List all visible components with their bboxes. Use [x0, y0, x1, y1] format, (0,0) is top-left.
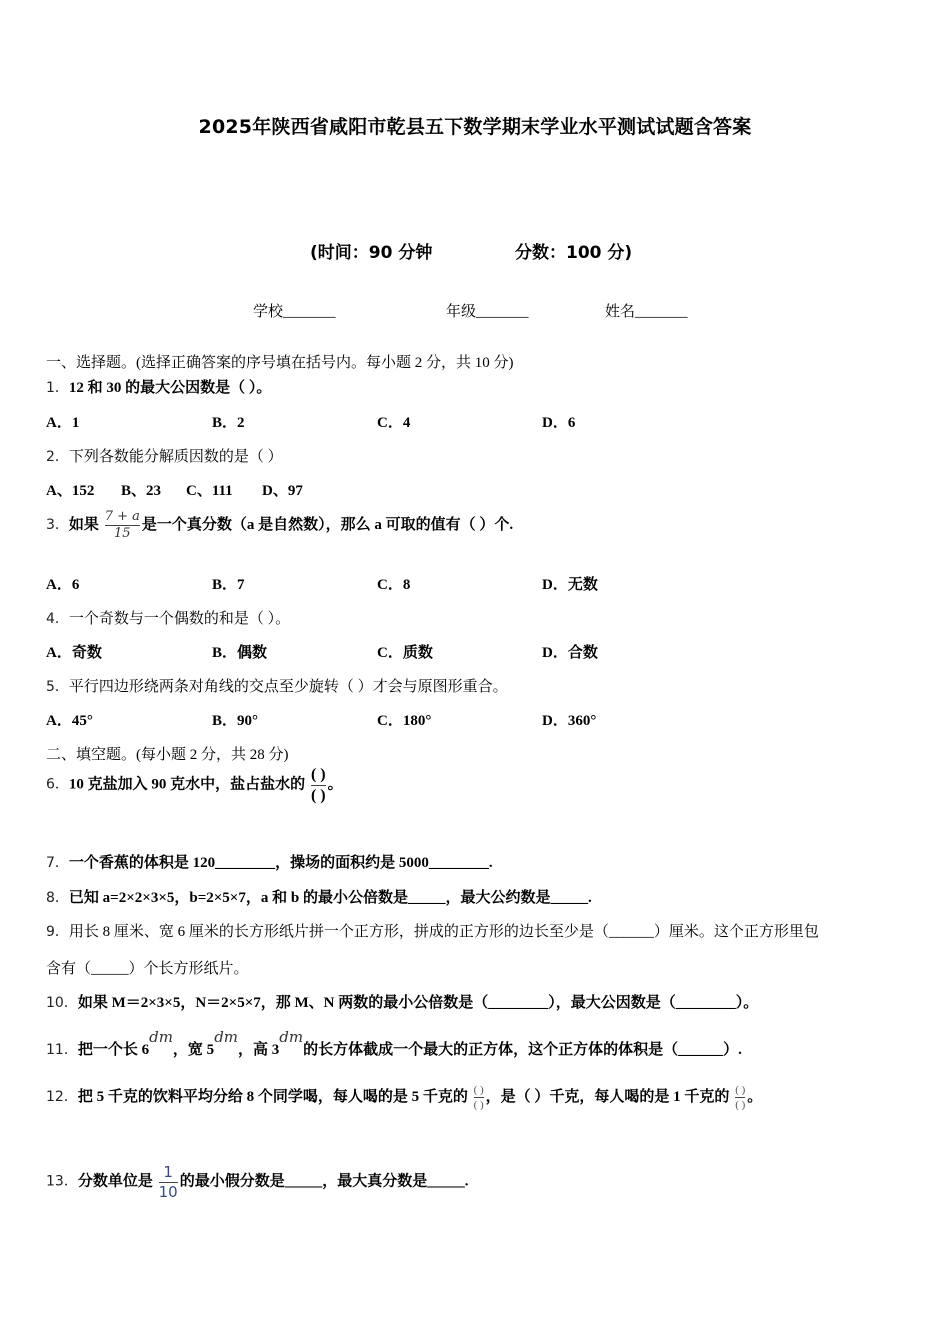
question-end: 。 [327, 776, 343, 793]
question-text: 平行四边形绕两条对角线的交点至少旋转（ ）才会与原图形重合。 [68, 679, 508, 695]
option-b[interactable]: B．90° [212, 713, 259, 729]
question-2 [46, 445, 283, 466]
question-text-1: 分数单位是 [77, 1173, 153, 1190]
question-text-2: ，宽 5 [172, 1042, 215, 1058]
fraction-numerator: ( ) [735, 1084, 746, 1096]
option-a[interactable]: A．奇数 [46, 645, 102, 661]
option-a[interactable]: A．45° [46, 713, 93, 729]
question-10 [46, 991, 758, 1012]
fraction-denominator: ( ) [310, 786, 326, 804]
question-text: 如果 M＝2×3×5，N＝2×5×7，那 M、N 两数的最小公倍数是（________），最大公因数是（________）。 [77, 995, 759, 1011]
option-b[interactable]: B．2 [212, 415, 245, 431]
question-11 [46, 1028, 742, 1059]
question-text: 用长 8 厘米、宽 6 厘米的长方形纸片拼一个正方形，拼成的正方形的边长至少是（______）厘米。这个正方形里包 [68, 924, 819, 940]
question-text: 12 和 30 的最大公因数是（ ）。 [68, 380, 272, 396]
option-c[interactable]: C、111 [186, 483, 233, 499]
option-c[interactable]: C．4 [377, 415, 411, 431]
school-field[interactable]: 学校_______ [253, 304, 336, 320]
fraction-denominator: ( ) [473, 1099, 484, 1112]
question-text-4: 的长方体截成一个最大的正方体，这个正方体的体积是（______）. [303, 1042, 742, 1058]
option-c[interactable]: C．质数 [377, 645, 433, 661]
fraction [105, 510, 140, 542]
question-4 [46, 607, 290, 628]
unit-dm: dm [214, 1028, 239, 1046]
fraction-numerator: ( ) [310, 766, 326, 783]
fraction-denominator: 15 [114, 526, 131, 542]
question-text-1: 把一个长 6 [77, 1042, 150, 1058]
option-c[interactable]: C．180° [377, 713, 432, 729]
question-7 [46, 851, 493, 872]
question-text-pre: 如果 [68, 517, 99, 534]
question-number: 12． [46, 1089, 78, 1106]
question-number: 6． [46, 776, 69, 793]
option-b[interactable]: B、23 [121, 483, 162, 499]
option-a[interactable]: A、152 [46, 483, 95, 499]
question-9 [46, 920, 819, 941]
option-a[interactable]: A．1 [46, 415, 80, 431]
question-number: 5． [46, 679, 69, 695]
fraction [474, 1084, 484, 1111]
question-text: 已知 a=2×2×3×5，b=2×5×7，a 和 b 的最小公倍数是_____，最大公约数是_____. [68, 890, 592, 906]
option-b[interactable]: B．偶数 [212, 645, 268, 661]
fraction-numerator: ( ) [473, 1084, 484, 1096]
question-text-2: 的最小假分数是_____，最大真分数是_____. [179, 1173, 469, 1190]
question-number: 1． [46, 380, 69, 396]
question-13 [46, 1164, 468, 1200]
option-d[interactable]: D．合数 [542, 645, 598, 661]
grade-field[interactable]: 年级_______ [446, 304, 529, 320]
question-text: 一个奇数与一个偶数的和是（ ）。 [68, 611, 291, 627]
question-end: 。 [747, 1089, 763, 1106]
option-d[interactable]: D．360° [542, 713, 597, 729]
question-text: 10 克盐加入 90 克水中，盐占盐水的 [68, 776, 306, 793]
option-a[interactable]: A．6 [46, 577, 80, 593]
fraction-numerator: 7 + a [104, 509, 140, 524]
question-12 [46, 1084, 762, 1111]
question-number: 10． [46, 995, 78, 1011]
question-text-1: 把 5 千克的饮料平均分给 8 个同学喝，每人喝的是 5 千克的 [77, 1089, 468, 1106]
question-9-continued: 含有（_____）个长方形纸片。 [46, 961, 249, 977]
option-c[interactable]: C．8 [377, 577, 411, 593]
question-number: 9． [46, 924, 69, 940]
fraction [735, 1084, 745, 1111]
question-number: 3． [46, 517, 69, 534]
question-text: 一个香蕉的体积是 120________，操场的面积约是 5000________. [68, 855, 493, 871]
option-d[interactable]: D．6 [542, 415, 576, 431]
question-8 [46, 886, 592, 907]
question-number: 11． [46, 1042, 78, 1058]
question-6 [46, 766, 343, 804]
section2-heading: 二、填空题。(每小题 2 分，共 28 分) [46, 747, 289, 763]
question-number: 7． [46, 855, 69, 871]
question-1 [46, 376, 271, 397]
question-number: 4． [46, 611, 69, 627]
fraction [159, 1164, 178, 1200]
question-5 [46, 675, 508, 696]
unit-dm: dm [279, 1028, 304, 1046]
fraction-denominator: ( ) [735, 1099, 746, 1112]
question-text-2: ，是（ ）千克，每人喝的是 1 千克的 [485, 1089, 730, 1106]
name-field[interactable]: 姓名_______ [605, 304, 688, 320]
question-number: 13． [46, 1173, 78, 1190]
page-title: 2025年陕西省咸阳市乾县五下数学期末学业水平测试试题含答案 [198, 116, 752, 138]
option-b[interactable]: B．7 [212, 577, 245, 593]
question-3 [46, 510, 513, 542]
exam-time: (时间：90 分钟 [310, 243, 433, 263]
section1-heading: 一、选择题。(选择正确答案的序号填在括号内。每小题 2 分，共 10 分) [46, 355, 514, 371]
fraction [311, 766, 326, 804]
question-text-3: ，高 3 [238, 1042, 280, 1058]
exam-score: 分数：100 分) [515, 243, 633, 263]
question-text-post: 是一个真分数（a 是自然数），那么 a 可取的值有（ ）个. [141, 517, 514, 534]
unit-dm: dm [149, 1028, 173, 1046]
option-d[interactable]: D．无数 [542, 577, 598, 593]
question-number: 2． [46, 449, 69, 465]
option-d[interactable]: D、97 [262, 483, 303, 499]
fraction-denominator: 10 [158, 1182, 178, 1201]
question-text: 下列各数能分解质因数的是（ ） [68, 449, 283, 465]
question-number: 8． [46, 890, 69, 906]
fraction-numerator: 1 [163, 1163, 173, 1181]
